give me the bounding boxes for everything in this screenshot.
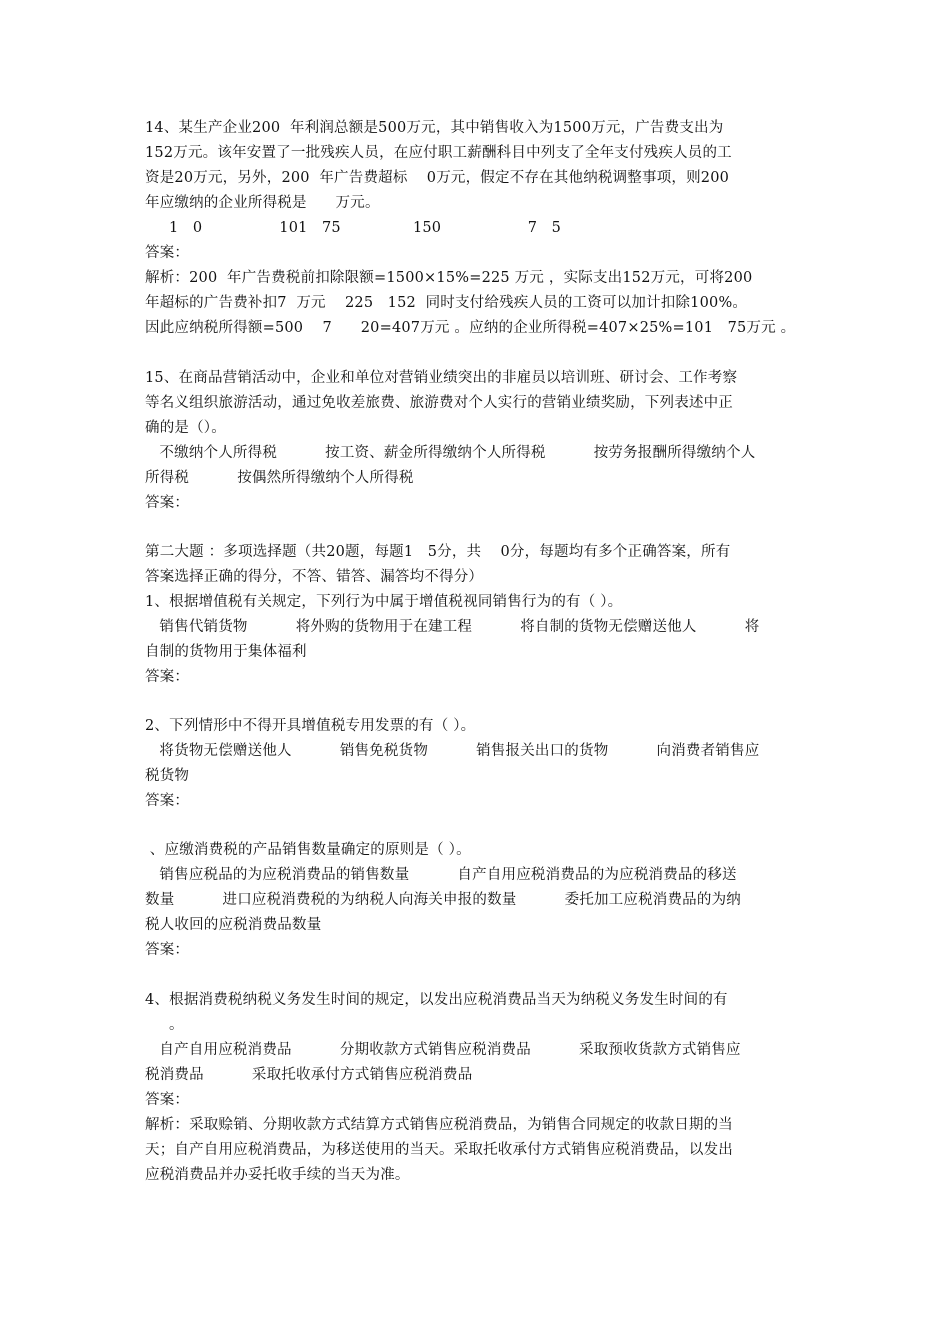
m4-stem-line-2: 。 <box>145 1017 184 1033</box>
m3-options-line-3: 税人收回的应税消费品数量 <box>145 917 322 933</box>
m2-options-line-2: 税货物 <box>145 768 190 784</box>
m4-options-line-2: 税消费品 采取托收承付方式销售应税消费品 <box>145 1067 473 1083</box>
q14-options: 1 0 101 75 150 7 5 <box>145 220 562 236</box>
q15-stem-line-2: 等名义组织旅游活动，通过免收差旅费、旅游费对个人实行的营销业绩奖励，下列表述中正 <box>145 395 733 411</box>
m1-stem: 1、根据增值税有关规定，下列行为中属于增值税视同销售行为的有（ ）。 <box>145 594 623 610</box>
m4-stem-line-1: 4、根据消费税纳税义务发生时间的规定，以发出应税消费品当天为纳税义务发生时间的有 <box>145 992 728 1008</box>
q14-stem-line-4: 年应缴纳的企业所得税是 万元。 <box>145 195 380 211</box>
q14-stem-line-2: 152万元。该年安置了一批残疾人员，在应付职工薪酬科目中列支了全年支付残疾人员的工 <box>145 145 732 161</box>
section2-header-line-1: 第二大题 ：多项选择题（共20题，每题1 5分，共 0分，每题均有多个正确答案，所有 <box>145 544 731 560</box>
m1-options-line-1: 销售代销货物 将外购的货物用于在建工程 将自制的货物无偿赠送他人 将 <box>145 619 760 635</box>
m3-answer-label: 答案： <box>145 942 190 958</box>
m4-analysis-line-1: 解析：采取赊销、分期收款方式结算方式销售应税消费品，为销售合同规定的收款日期的当 <box>145 1117 733 1133</box>
q15-answer-label: 答案： <box>145 495 190 511</box>
q14-analysis-line-2: 年超标的广告费补扣7 万元 225 152 同时支付给残疾人员的工资可以加计扣除100%。 <box>145 295 748 311</box>
q14-analysis-line-3: 因此应纳税所得额=500 7 20=407万元 。应纳的企业所得税=407×25%=101 75万元 。 <box>145 320 796 336</box>
m3-stem: 、应缴消费税的产品销售数量确定的原则是（ ）。 <box>145 842 471 858</box>
q14-stem-line-3: 资是20万元，另外，200 年广告费超标 0万元，假定不存在其他纳税调整事项，则200 <box>145 170 730 186</box>
q15-options-line-2: 所得税 按偶然所得缴纳个人所得税 <box>145 470 414 486</box>
m4-answer-label: 答案： <box>145 1092 190 1108</box>
m4-options-line-1: 自产自用应税消费品 分期收款方式销售应税消费品 采取预收货款方式销售应 <box>145 1042 741 1058</box>
q14-answer-label: 答案： <box>145 245 190 261</box>
m2-stem: 2、下列情形中不得开具增值税专用发票的有（ ）。 <box>145 718 476 734</box>
m1-answer-label: 答案： <box>145 669 190 685</box>
m3-options-line-1: 销售应税品的为应税消费品的销售数量 自产自用应税消费品的为应税消费品的移送 <box>145 867 737 883</box>
q15-options-line-1: 不缴纳个人所得税 按工资、薪金所得缴纳个人所得税 按劳务报酬所得缴纳个人 <box>145 445 756 461</box>
q15-stem-line-1: 15、在商品营销活动中，企业和单位对营销业绩突出的非雇员以培训班、研讨会、工作考察 <box>145 370 738 386</box>
m3-options-line-2: 数量 进口应税消费税的为纳税人向海关申报的数量 委托加工应税消费品的为纳 <box>145 892 741 908</box>
m2-options-line-1: 将货物无偿赠送他人 销售免税货物 销售报关出口的货物 向消费者销售应 <box>145 743 760 759</box>
m4-analysis-line-2: 天；自产自用应税消费品，为移送使用的当天。采取托收承付方式销售应税消费品，以发出 <box>145 1142 733 1158</box>
m4-analysis-line-3: 应税消费品并办妥托收手续的当天为准。 <box>145 1167 410 1183</box>
m1-options-line-2: 自制的货物用于集体福利 <box>145 644 307 660</box>
section2-header-line-2: 答案选择正确的得分，不答、错答、漏答均不得分） <box>145 569 484 585</box>
q14-stem-line-1: 14、某生产企业200 年利润总额是500万元，其中销售收入为1500万元，广告费支出为 <box>145 120 724 136</box>
q15-stem-line-3: 确的是（）。 <box>145 420 226 436</box>
m2-answer-label: 答案： <box>145 793 190 809</box>
q14-analysis-line-1: 解析：200 年广告费税前扣除限额=1500×15%=225 万元 ，实际支出152万元，可将200 <box>145 270 753 286</box>
